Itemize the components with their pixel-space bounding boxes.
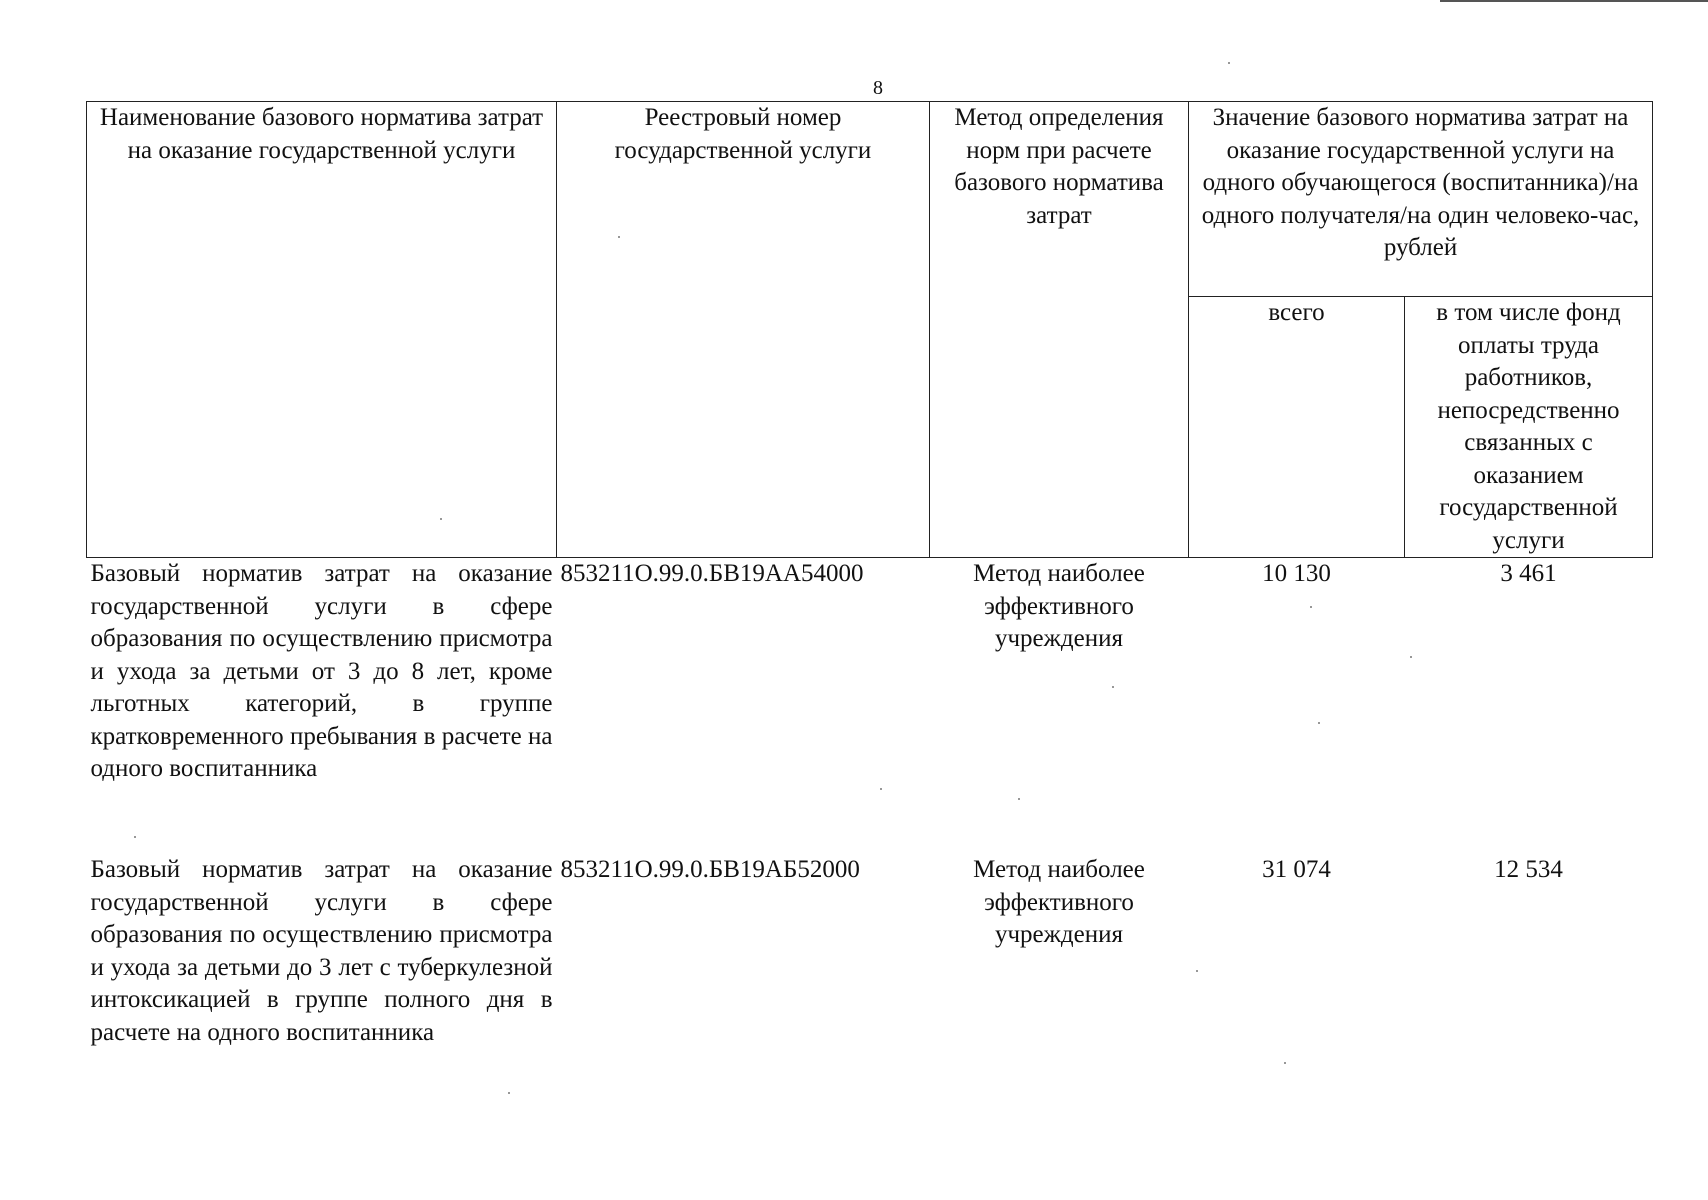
- scan-speck: [1410, 656, 1412, 658]
- scan-speck: [1228, 62, 1230, 64]
- scan-speck: [618, 236, 620, 238]
- header-method: Метод определения норм при расчете базового норматива затрат: [930, 102, 1189, 558]
- scan-edge-mark: [1440, 0, 1708, 4]
- registry-number-cell: 853211О.99.0.БВ19АБ52000: [560, 856, 860, 883]
- table-row: [87, 854, 1653, 1049]
- header-registry-number: Реестровый номер государственной услуги: [557, 102, 930, 558]
- scan-speck: [508, 1092, 510, 1094]
- registry-number-cell: 853211О.99.0.БВ19АА54000: [560, 560, 864, 587]
- scan-speck: [1018, 798, 1020, 800]
- page-number: 8: [873, 77, 883, 99]
- method-cell: Метод наиболее эффективного учреждения: [973, 856, 1145, 948]
- header-total: всего: [1189, 297, 1405, 558]
- norm-name-cell: Базовый норматив затрат на оказание государственной услуги в сфере образования по осуществлению присмотра и ухода за детьми до 3 лет с туберкулезной интоксикацией в группе полного дня в расчете на одного воспитанника: [90, 856, 553, 1046]
- wage-fund-value-cell: 3 461: [1500, 560, 1557, 587]
- total-value-cell: 31 074: [1262, 856, 1331, 883]
- header-wage-fund: в том числе фонд оплаты труда работников, непосредственно связанных с оказанием государственной услуги: [1405, 297, 1653, 558]
- total-value-cell: 10 130: [1262, 560, 1331, 587]
- header-norm-name: Наименование базового норматива затрат на оказание государственной услуги: [87, 102, 557, 558]
- method-cell: Метод наиболее эффективного учреждения: [973, 560, 1145, 652]
- scan-speck: [440, 518, 442, 520]
- wage-fund-value-cell: 12 534: [1494, 856, 1563, 883]
- norm-name-cell: Базовый норматив затрат на оказание государственной услуги в сфере образования по осуществлению присмотра и ухода за детьми от 3 до 8 лет, кроме льготных категорий, в группе кратковременного пребывания в расчете на одного воспитанника: [90, 560, 553, 782]
- scan-speck: [134, 836, 136, 838]
- scan-speck: [880, 788, 882, 790]
- scan-speck: [1318, 722, 1320, 724]
- scan-speck: [1112, 686, 1114, 688]
- base-cost-norms-table: [86, 101, 1653, 1049]
- header-norm-value-group: Значение базового норматива затрат на оказание государственной услуги на одного обучающегося (воспитанника)/на одного получателя/на один человеко-час, рублей: [1189, 102, 1653, 297]
- table-row: [87, 558, 1653, 855]
- scan-speck: [1196, 970, 1198, 972]
- scan-speck: [1284, 1062, 1286, 1064]
- scan-speck: [1310, 606, 1312, 608]
